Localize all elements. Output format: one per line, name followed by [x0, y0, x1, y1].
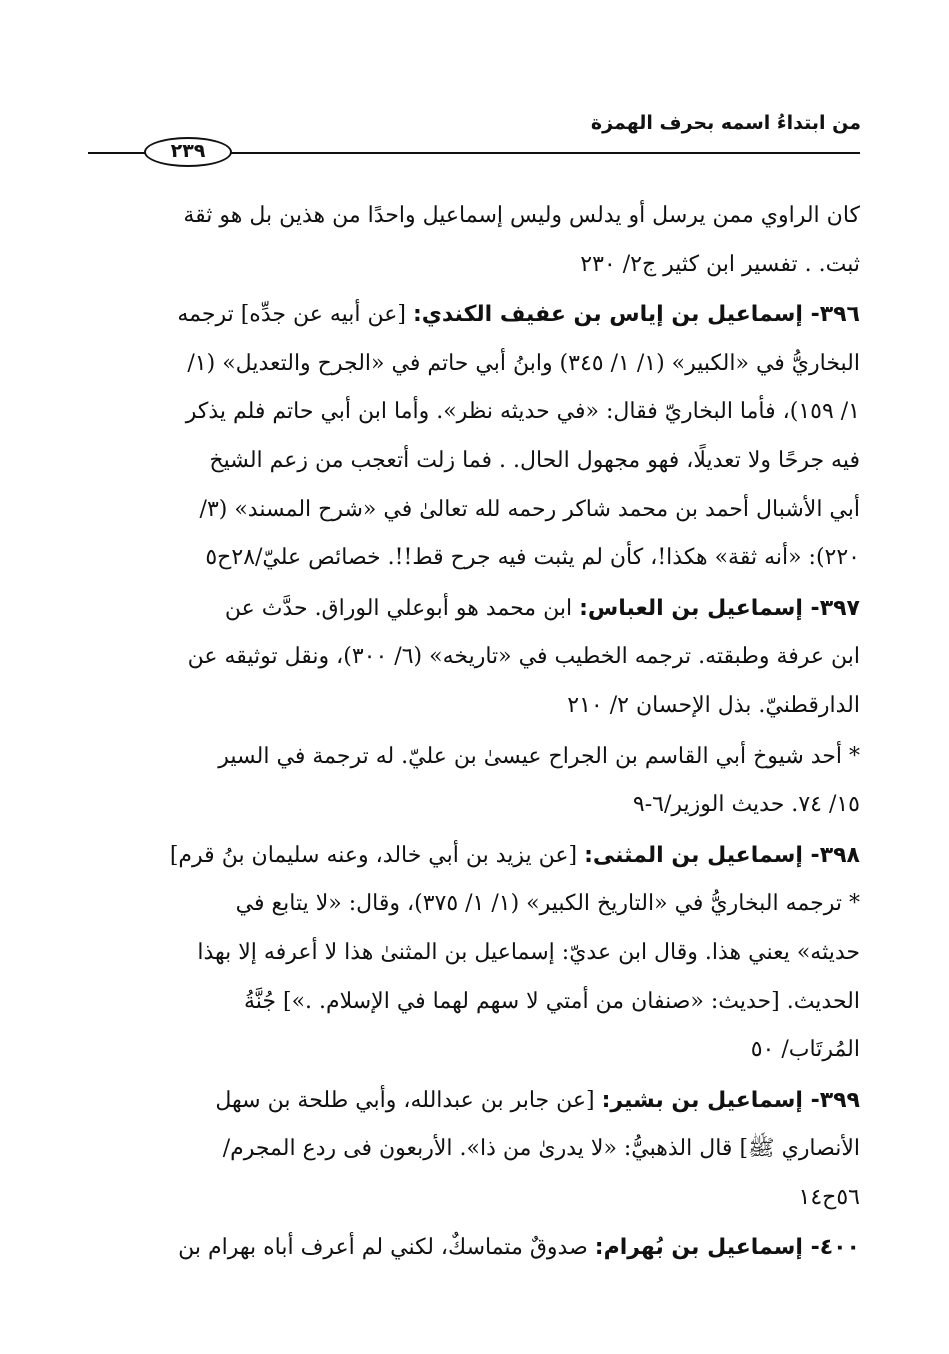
- text-line: * أحد شيوخ أبي القاسم بن الجراح عيسىٰ بن عليّ. له ترجمة في السير: [218, 743, 860, 769]
- entry-heading: ٣٩٩- إسماعيل بن بشير:: [601, 1087, 860, 1113]
- text-line: ٢٢٠): «أنه ثقة» هكذا!، كأن لم يثبت فيه جرح قط!!. خصائص عليّ/٢٨ح٥: [205, 545, 860, 571]
- entry-text: [عن جابر بن عبدالله، وأبي طلحة بن سهل: [215, 1087, 595, 1113]
- text-line: المُرتَاب/ ٥٠: [750, 1037, 860, 1063]
- text-line: الحديث. [حديث: «صنفان من أمتي لا سهم لهما في الإسلام. .»] جُنَّةُ: [243, 988, 860, 1014]
- text-line: الدارقطنيّ. بذل الإحسان ٢/ ٢١٠: [567, 692, 860, 718]
- text-line: [88, 585, 860, 634]
- entry-399: [88, 1077, 860, 1223]
- entry-397: [88, 585, 860, 731]
- text-line: ثبت. . تفسير ابن كثير ج٢/ ٢٣٠: [580, 251, 860, 277]
- entry-text: [عن أبيه عن جدِّه] ترجمه: [177, 302, 406, 328]
- entry-heading: ٤٠٠- إسماعيل بن بُهرام:: [594, 1235, 860, 1261]
- running-header: من ابتداءُ اسمه بحرف الهمزة: [590, 112, 861, 134]
- paragraph: [88, 192, 860, 289]
- page-body: [88, 192, 860, 1275]
- text-line: [88, 1077, 860, 1126]
- entry-heading: ٣٩٧- إسماعيل بن العباس:: [579, 595, 860, 621]
- text-line: حديثه» يعني هذا. وقال ابن عديّ: إسماعيل بن المثنىٰ هذا لا أعرفه إلا بهذا: [197, 939, 860, 965]
- entry-text: صدوقٌ متماسكٌ، لكني لم أعرف أباه بهرام بن: [178, 1235, 588, 1261]
- entry-398: [88, 832, 860, 1075]
- text-line: [88, 832, 860, 881]
- page-number: ٢٣٩: [144, 137, 232, 167]
- entry-text: ابن محمد هو أبوعلي الوراق. حدَّث عن: [224, 595, 573, 621]
- text-line: ٥٦ح١٤: [798, 1184, 860, 1210]
- entry-396: [88, 291, 860, 583]
- entry-text: [عن يزيد بن أبي خالد، وعنه سليمان بنُ قرم]: [169, 842, 578, 868]
- text-line: أبي الأشبال أحمد بن محمد شاكر رحمه لله تعالىٰ في «شرح المسند» (٣/: [199, 496, 860, 522]
- entry-heading: ٣٩٦- إسماعيل بن إياس بن عفيف الكندي:: [412, 302, 860, 328]
- entry-400: [88, 1224, 860, 1273]
- text-line: ١٥/ ٧٤. حديث الوزير/٦-٩: [632, 792, 860, 818]
- text-line: [88, 1224, 860, 1273]
- text-line: * ترجمه البخاريُّ في «التاريخ الكبير» (١/ ١/ ٣٧٥)، وقال: «لا يتابع في: [235, 891, 860, 917]
- text-line: فيه جرحًا ولا تعديلًا، فهو مجهول الحال. . فما زلت أتعجب من زعم الشيخ: [209, 447, 860, 473]
- text-line: ١/ ١٥٩)، فأما البخاريّ فقال: «في حديثه نظر». وأما ابن أبي حاتم فلم يذكر: [185, 399, 860, 425]
- text-line: الأنصاري ﷺ] قال الذهبيُّ: «لا يدرىٰ من ذا». الأربعون فى ردع المجرم/: [222, 1136, 860, 1162]
- entry-heading: ٣٩٨- إسماعيل بن المثنى:: [584, 842, 860, 868]
- text-line: ابن عرفة وطبقته. ترجمه الخطيب في «تاريخه» (٦/ ٣٠٠)، ونقل توثيقه عن: [187, 644, 860, 670]
- text-line: البخاريُّ في «الكبير» (١/ ١/ ٣٤٥) وابنُ أبي حاتم في «الجرح والتعديل» (١/: [187, 350, 860, 376]
- text-line: كان الراوي ممن يرسل أو يدلس وليس إسماعيل واحدًا من هذين بل هو ثقة: [183, 203, 860, 228]
- text-line: [88, 291, 860, 340]
- note-paragraph: [88, 733, 860, 830]
